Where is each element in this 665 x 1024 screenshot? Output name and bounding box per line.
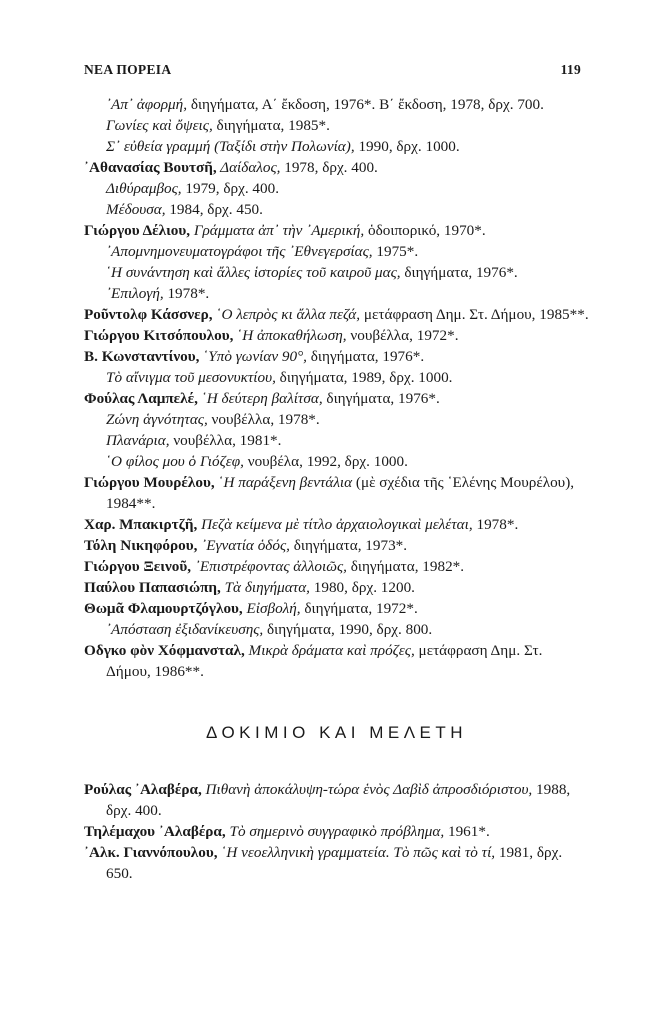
bibliography-entry [84, 199, 589, 220]
bibliography-entry [84, 598, 589, 619]
entry-details: διηγήματα, 1973*. [289, 537, 408, 554]
entry-title: Πεζὰ κείμενα μὲ τίτλο ἀρχαιολογικαὶ μελέται, [197, 516, 473, 533]
bibliography-entry [84, 367, 589, 388]
bibliography-entry [84, 409, 589, 430]
entry-details: μετάφραση Δημ. Στ. Δήμου, 1985**. [360, 306, 589, 323]
bibliography-entry [84, 115, 589, 136]
entry-title: ᾿Απόσταση ἐξιδανίκευσης, [106, 621, 264, 638]
entry-details: διηγήματα, 1990, δρχ. 800. [263, 621, 433, 638]
entry-author: Χαρ. Μπακιρτζῆ, [84, 516, 198, 533]
entry-details: διηγήματα, 1976*. [306, 348, 425, 365]
entry-author: Θωμᾶ Φλαμουρτζόγλου, [84, 600, 243, 617]
entry-title: ᾿Απ᾿ ἀφορμή, [106, 96, 188, 113]
entry-details: διηγήματα, 1982*. [346, 558, 465, 575]
bibliography-entry [84, 577, 589, 598]
entry-author: Γιώργου Μουρέλου, [84, 474, 215, 491]
entry-author: Γιώργου Ξεινοῦ, [84, 558, 192, 575]
bibliography-entry [84, 157, 589, 178]
entry-details: διηγήματα, 1972*. [300, 600, 418, 617]
entry-title: ῾Υπὸ γωνίαν 90°, [199, 348, 307, 365]
entry-title: ᾿Επιστρέφοντας ἀλλοιῶς, [191, 558, 347, 575]
entry-details: νουβέλλα, 1978*. [207, 411, 320, 428]
bibliography-entry [84, 535, 589, 556]
bibliography-entry [84, 430, 589, 451]
entry-author: Τηλέμαχου ᾿Αλαβέρα, [84, 823, 226, 840]
entry-details: 1961*. [444, 823, 490, 840]
entry-title: Πιθανὴ ἀποκάλυψη-τώρα ἑνὸς Δαβὶδ ἀπροσδιόριστου, [201, 781, 533, 798]
bibliography-entry [84, 136, 589, 157]
entry-details: 1978, δρχ. 400. [280, 159, 378, 176]
bibliography-entry [84, 619, 589, 640]
entry-title: ῾Η ἀποκαθήλωση, [233, 327, 347, 344]
entry-details: 1979, δρχ. 400. [181, 180, 279, 197]
essay-bibliography [84, 779, 589, 884]
bibliography-entry [84, 220, 589, 241]
bibliography-entry [84, 304, 589, 325]
entry-author: Ροῦντολφ Κάσσνερ, [84, 306, 213, 323]
bibliography-entry [84, 842, 589, 884]
bibliography-entry [84, 640, 589, 682]
entry-title: ᾿Επιλογή, [106, 285, 164, 302]
journal-title: ΝΕΑ ΠΟΡΕΙΑ [84, 62, 172, 77]
entry-title: Μέδουσα, [106, 201, 166, 218]
bibliography-entry [84, 94, 589, 115]
entry-details: διηγήματα, 1989, δρχ. 1000. [275, 369, 453, 386]
entry-title: Διθύραμβος, [106, 180, 182, 197]
bibliography-entry [84, 472, 589, 514]
entry-title: ῾Η δεύτερη βαλίτσα, [197, 390, 323, 407]
entry-details: 1978*. [472, 516, 519, 533]
entry-author: Ρούλας ᾿Αλαβέρα, [84, 781, 202, 798]
entry-title: Τὰ διηγήματα, [220, 579, 310, 596]
bibliography-entry [84, 451, 589, 472]
entry-author: Β. Κωνσταντίνου, [84, 348, 200, 365]
entry-details: νουβέλλα, 1972*. [346, 327, 459, 344]
entry-details: διηγήματα, Α΄ ἔκδοση, 1976*. Β΄ ἔκδοση, 1978, δρχ. 700. [187, 96, 544, 113]
entry-title: Ζώνη ἁγνότητας, [106, 411, 208, 428]
entry-details: διηγήματα, 1976*. [322, 390, 440, 407]
entry-details: διηγήματα, 1985*. [212, 117, 330, 134]
entry-title: Γωνίες καὶ ὄψεις, [106, 117, 213, 134]
entry-title: ῾Η νεοελληνικὴ γραμματεία. Τὸ πῶς καὶ τὸ τί, [217, 844, 496, 861]
entry-author: ᾿Αλκ. Γιαννόπουλου, [84, 844, 218, 861]
page-number: 119 [560, 62, 581, 77]
entry-details: 1988, δρχ. 400. [106, 781, 571, 819]
entry-author: Γιώργου Κιτσόπουλου, [84, 327, 234, 344]
bibliography-entry [84, 556, 589, 577]
entry-author: Φούλας Λαμπελέ, [84, 390, 198, 407]
entry-title: Μικρὰ δράματα καὶ πρόζες, [244, 642, 415, 659]
entry-title: Εἰσβολή, [242, 600, 301, 617]
entry-title: Δαίδαλος, [216, 159, 281, 176]
entry-details: 1975*. [372, 243, 419, 260]
entry-title: ᾿Απομνημονευματογράφοι τῆς ᾿Εθνεγερσίας, [106, 243, 373, 260]
entry-title: ῾Ο φίλος μου ὁ Γιόζεφ, [106, 453, 244, 470]
bibliography-entry [84, 178, 589, 199]
bibliography-entry [84, 283, 589, 304]
entry-title: Γράμματα ἀπ᾿ τὴν ᾿Αμερική, [190, 222, 365, 239]
fiction-bibliography [84, 94, 589, 682]
entry-details: νουβέλα, 1992, δρχ. 1000. [243, 453, 408, 470]
entry-author: Τόλη Νικηφόρου, [84, 537, 198, 554]
entry-title: Τὸ αἴνιγμα τοῦ μεσονυκτίου, [106, 369, 276, 386]
entry-title: Πλανάρια, [106, 432, 170, 449]
entry-details: νουβέλλα, 1981*. [169, 432, 282, 449]
entry-details: 1990, δρχ. 1000. [354, 138, 460, 155]
entry-details: μετάφραση Δημ. Στ. Δήμου, 1986**. [106, 642, 543, 680]
bibliography-entry [84, 241, 589, 262]
running-head [84, 62, 581, 78]
entry-title: ῾Η συνάντηση καὶ ἄλλες ἱστορίες τοῦ καιροῦ μας, [106, 264, 401, 281]
entry-title: Σ᾿ εὐθεία γραμμή (Ταξίδι στὴν Πολωνία), [106, 138, 355, 155]
bibliography-entry [84, 325, 589, 346]
entry-details: 1978*. [163, 285, 210, 302]
entry-author: Γιώργου Δέλιου, [84, 222, 191, 239]
bibliography-entry [84, 388, 589, 409]
entry-details: ὁδοιπορικό, 1970*. [364, 222, 486, 239]
bibliography-entry [84, 821, 589, 842]
bibliography-entry [84, 262, 589, 283]
entry-details: (μὲ σχέδια τῆς ῾Ελένης Μουρέλου), 1984**. [106, 474, 575, 512]
entry-title: ῾Η παράξενη βεντάλια [214, 474, 353, 491]
entry-author: Παύλου Παπασιώπη, [84, 579, 221, 596]
entry-title: ᾿Εγνατία ὁδός, [197, 537, 290, 554]
text-column [84, 94, 589, 884]
entry-details: 1980, δρχ. 1200. [309, 579, 415, 596]
entry-details: 1984, δρχ. 450. [165, 201, 263, 218]
bibliography-entry [84, 779, 589, 821]
entry-title: ῾Ο λεπρὸς κι ἄλλα πεζά, [212, 306, 361, 323]
section-heading: ΔΟΚΙΜΙΟ ΚΑΙ ΜΕΛΕΤΗ [205, 723, 468, 742]
entry-title: Τὸ σημερινὸ συγγραφικὸ πρόβλημα, [225, 823, 445, 840]
bibliography-entry [84, 346, 589, 367]
entry-details: διηγήματα, 1976*. [400, 264, 518, 281]
entry-author: Οδγκο φὸν Χόφμανσταλ, [84, 642, 245, 659]
bibliography-entry [84, 514, 589, 535]
entry-author: ᾿Αθανασίας Βουτσῆ, [84, 159, 217, 176]
entry-details: 1981, δρχ. 650. [106, 844, 563, 882]
